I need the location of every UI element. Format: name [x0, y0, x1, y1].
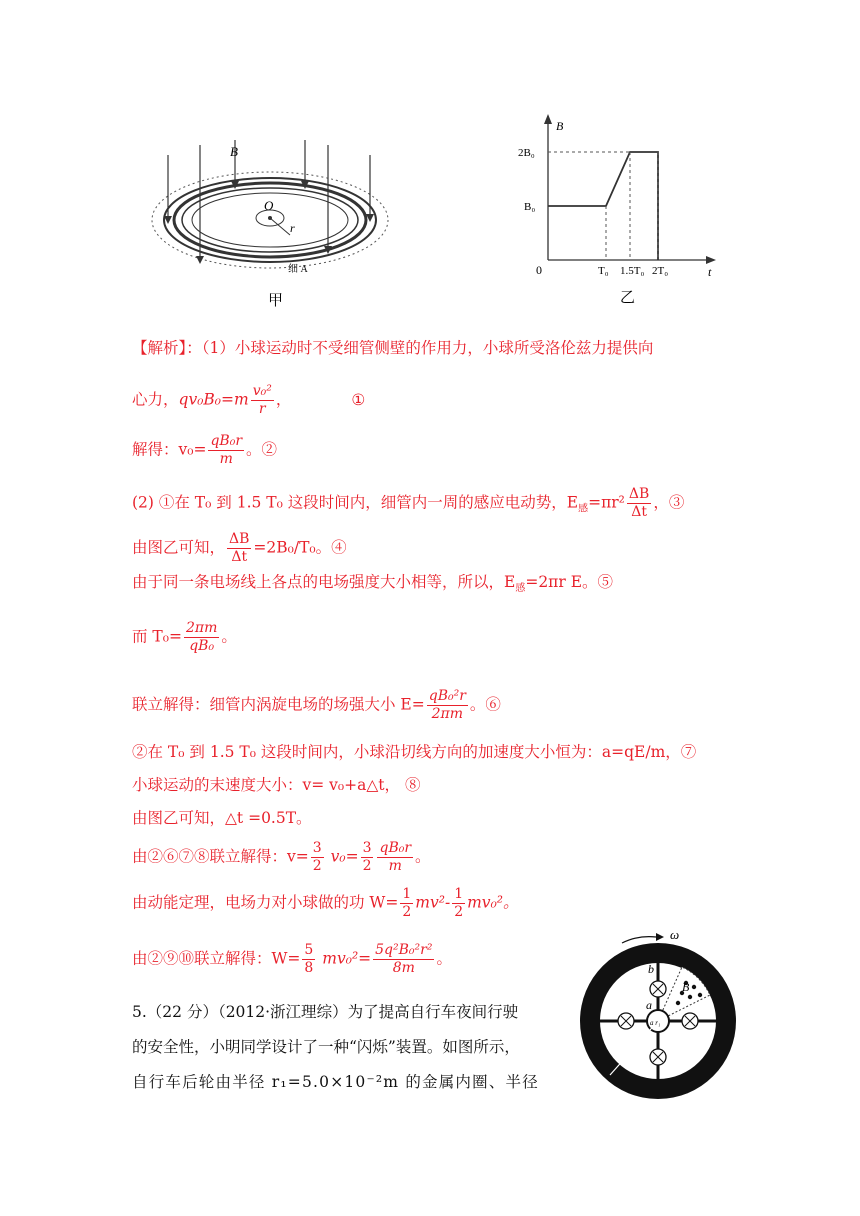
label-omega: ω — [670, 927, 680, 942]
figure-bicycle-wheel — [570, 925, 750, 1110]
solution-line-7: 而 T₀= $\frac{2\pi m}{\text{qB₀}}$ 。 — [132, 620, 237, 654]
figure-a-caption: 甲 — [268, 293, 284, 309]
solution-line-10: 小球运动的末速度大小：v= v₀+a△t， ⑧ — [132, 776, 421, 794]
y-tick-2b0: 2B₀ — [518, 147, 535, 159]
solution-line-11: 由图乙可知，△t =0.5T。 — [132, 809, 312, 827]
problem5-line-2: 的安全性，小明同学设计了一种“闪烁”装置。如图所示， — [132, 1038, 520, 1056]
label-O: O — [264, 198, 274, 213]
solution-line-1: 【解析】：（1）小球运动时不受细管侧壁的作用力，小球所受洛伦兹力提供向 — [132, 339, 654, 357]
solution-line-9: ②在 T₀ 到 1.5 T₀ 这段时间内，小球沿切线方向的加速度大小恒为：a=qE/m，⑦ — [132, 743, 697, 761]
y-axis-label: B — [556, 119, 564, 133]
solution-line-6: 由于同一条电场线上各点的电场强度大小相等，所以，$E_感=2\pi r$ E。⑤ — [132, 573, 614, 595]
problem5-line-1: 5.（22 分）（2012·浙江理综）为了提高自行车夜间行驶 — [132, 1003, 519, 1021]
figure-ring-magnetic-field — [140, 100, 410, 320]
solution-line-2: 心力，qv₀B₀=m $\frac{\text{v₀²}}{r}$ ， ① — [132, 383, 366, 417]
solution-line-12: 由②⑥⑦⑧联立解得：v= $\frac{3}{2}$ v₀= $\frac{3}{2}$ $\frac{\text{qB₀r}}{m}$ 。 — [132, 840, 431, 874]
label-a: a — [646, 998, 652, 1012]
figure-B-t-graph — [500, 110, 740, 310]
solution-line-8: 联立解得：细管内涡旋电场的场强大小 E= $\frac{\text{qB₀²r}}{2\pi m}$ 。⑥ — [132, 688, 501, 722]
x-tick-t0: T₀ — [598, 265, 609, 277]
x-tick-1-5t0: 1.5T₀ — [620, 265, 645, 277]
origin-label: 0 — [536, 263, 542, 277]
series-line — [548, 152, 658, 260]
x-axis-label: t — [708, 265, 712, 279]
label-B-field: B — [230, 144, 238, 159]
label-r2: r₂ — [616, 1052, 625, 1064]
problem5-line-3: 自行车后轮由半径 r₁=5.0×10⁻²m 的金属内圈、半径 — [132, 1073, 539, 1091]
solution-line-3: 解得：v₀= $\frac{\text{qB₀r}}{m}$ 。② — [132, 433, 278, 467]
solution-line-14: 由②⑨⑩联立解得：W= $\frac{5}{8}$ mv₀²= $\frac{\text{5q²B₀²r²}}{8m}$ 。 — [132, 942, 452, 976]
figure-b-caption: 乙 — [620, 290, 636, 306]
solution-line-4: (2) ①在 T₀ 到 1.5 T₀ 这段时间内，细管内一周的感应电动势，$E_感=\pi r^2$ $\frac{\Delta B}{\Delta t}$ ，③ — [132, 486, 685, 520]
y-tick-b0: B₀ — [524, 201, 536, 213]
solution-line-5: 由图乙可知， $\frac{\Delta B}{\Delta t}$ =2B₀/T₀。④ — [132, 531, 347, 565]
solution-line-13: 由动能定理，电场力对小球做的功 W= $\frac{1}{2}$ mv²- $\frac{1}{2}$ mv₀²。 — [132, 886, 519, 920]
x-tick-2t0: 2T₀ — [652, 265, 669, 277]
label-hub: a r₁ — [650, 1019, 661, 1027]
label-r: r — [290, 221, 295, 235]
label-bottom: 细 A — [288, 264, 308, 275]
label-b: b — [648, 962, 654, 976]
label-B-wheel: B — [682, 980, 690, 994]
